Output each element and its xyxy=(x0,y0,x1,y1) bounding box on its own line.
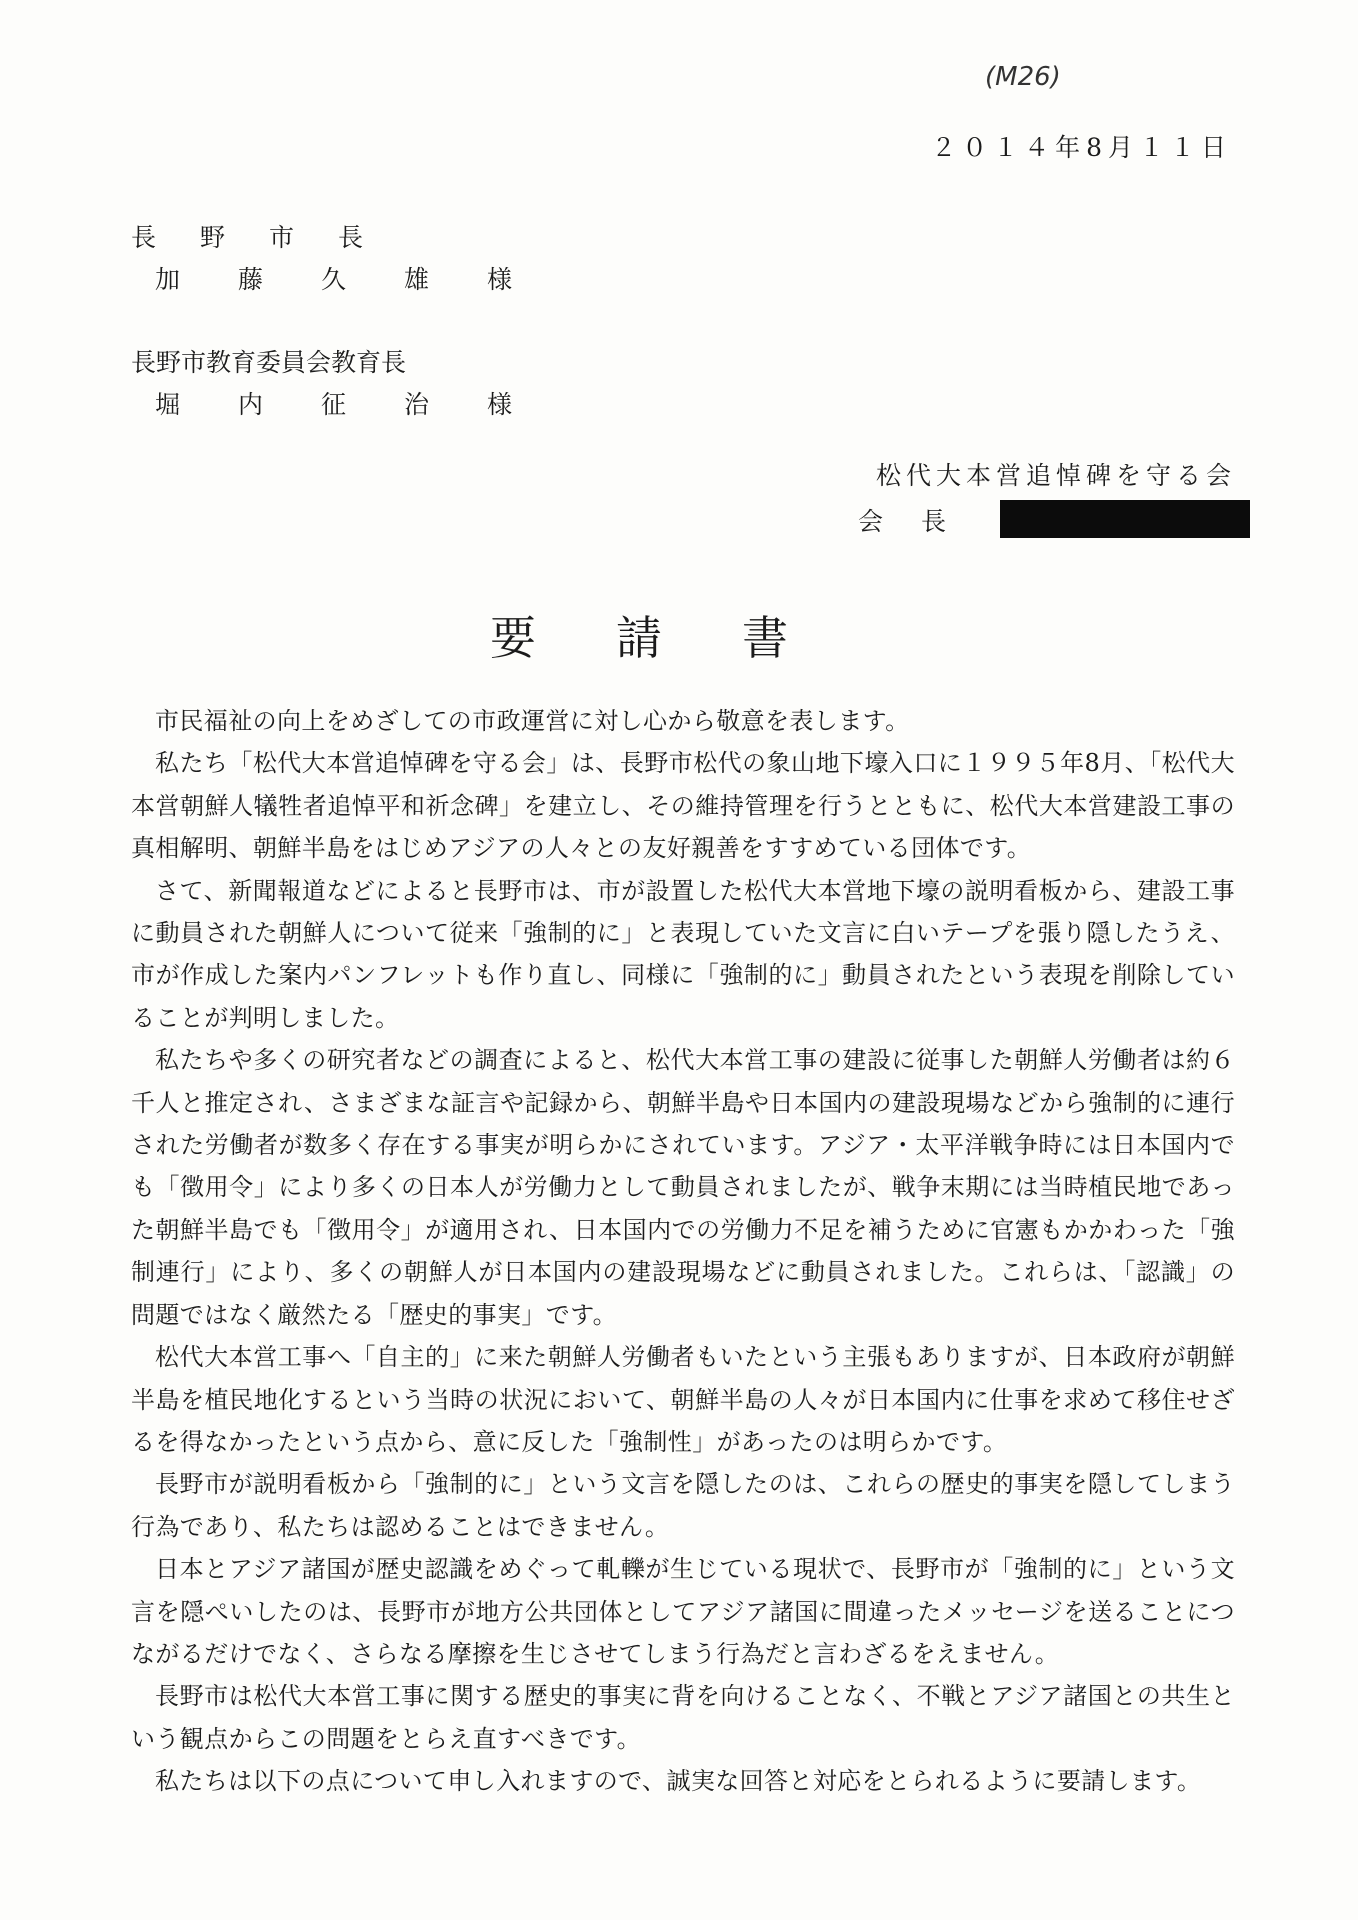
addressee-2-name: 堀内征治 xyxy=(155,390,488,419)
sender-organization: 松代大本営追悼碑を守る会 xyxy=(875,461,1236,490)
paragraph-9: 私たちは以下の点について申し入れますので、誠実な回答と対応をとられるように要請します。 xyxy=(155,1767,1202,1796)
paragraph-8: 長野市は松代大本営工事に関する歴史的事実に背を向けることなく、不戦とアジア諸国との共生という観点からこの問題をとらえ直すべきです。 xyxy=(131,1682,1236,1753)
document-body xyxy=(131,700,1235,1803)
sender-chair-label: 会長 xyxy=(858,507,985,536)
document-title: 要請書 xyxy=(490,611,868,665)
letter-date: ２０１４年8月１１日 xyxy=(931,133,1232,162)
paragraph-3: さて、新聞報道などによると長野市は、市が設置した松代大本営地下壕の説明看板から、建設工事に動員された朝鮮人について従来「強制的に」と表現していた文言に白いテープを張り隠したうえ、市が作成した案内パンフレットも作り直し、同様に「強制的に」動員されたという表現を削除していることが判明しました。 xyxy=(131,876,1235,1032)
addressee-2-office: 長野市教育委員会教育長 xyxy=(131,348,407,377)
handwritten-note: (M26) xyxy=(985,62,1061,92)
addressee-2-line xyxy=(155,385,512,421)
addressee-1-honorific: 様 xyxy=(487,265,513,294)
addressee-1-name: 加藤久雄 xyxy=(155,265,488,294)
paragraph-5: 松代大本営工事へ「自主的」に来た朝鮮人労働者もいたという主張もありますが、日本政府が朝鮮半島を植民地化するという当時の状況において、朝鮮半島の人々が日本国内に仕事を求めて移住せざるを得なかったという点から、意に反した「強制性」があったのは明らかです。 xyxy=(131,1343,1235,1456)
paragraph-7: 日本とアジア諸国が歴史認識をめぐって軋轢が生じている現状で、長野市が「強制的に」という文言を隠ぺいしたのは、長野市が地方公共団体としてアジア諸国に間違ったメッセージを送ることにつながるだけでなく、さらなる摩擦を生じさせてしまう行為だと言わざるをえません。 xyxy=(131,1555,1235,1668)
paragraph-1: 市民福祉の向上をめざしての市政運営に対し心から敬意を表します。 xyxy=(155,707,910,735)
paragraph-6: 長野市が説明看板から「強制的に」という文言を隠したのは、これらの歴史的事実を隠してしまう行為であり、私たちは認めることはできません。 xyxy=(131,1470,1235,1541)
redacted-name-block xyxy=(1000,500,1250,538)
paragraph-2: 私たち「松代大本営追悼碑を守る会」は、長野市松代の象山地下壕入口に１９９５年8月、「松代大本営朝鮮人犠牲者追悼平和祈念碑」を建立し、その維持管理を行うとともに、松代大本営建設工事の真相解明、朝鮮半島をはじめアジアの人々との友好親善をすすめている団体です。 xyxy=(131,749,1235,863)
addressee-1-line xyxy=(155,260,512,296)
paragraph-4: 私たちや多くの研究者などの調査によると、松代大本営工事の建設に従事した朝鮮人労働者は約６千人と推定され、さまざまな証言や記録から、朝鮮半島や日本国内の建設現場などから強制的に連行された労働者が数多く存在する事実が明らかにされています。アジア・太平洋戦争時には日本国内でも「徴用令」により多くの日本人が労働力として動員されましたが、戦争末期には当時植民地であった朝鮮半島でも「徴用令」が適用され、日本国内での労働力不足を補うために官憲もかかわった「強制連行」により、多くの朝鮮人が日本国内の建設現場などに動員されました。これらは、「認識」の問題ではなく厳然たる「歴史的事実」です。 xyxy=(131,1046,1235,1329)
addressee-1-office: 長野市長 xyxy=(131,223,408,252)
addressee-2-honorific: 様 xyxy=(487,390,513,419)
